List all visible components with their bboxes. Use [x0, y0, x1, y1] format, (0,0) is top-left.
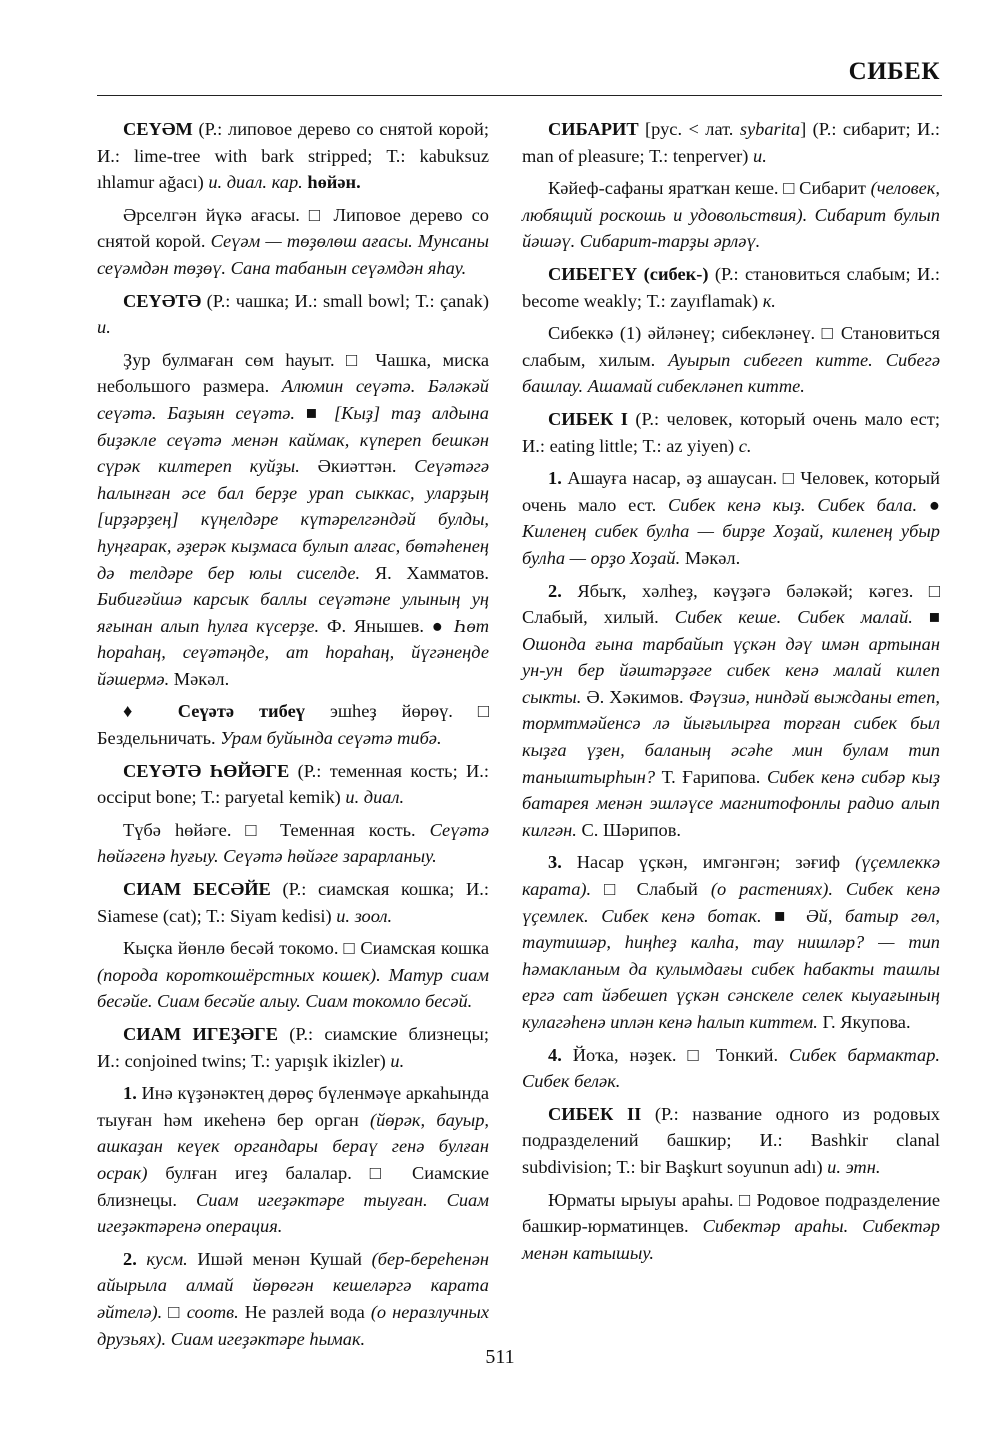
running-head: СИБЕК [848, 58, 940, 85]
sense-4 [522, 1042, 940, 1095]
entry-siam-besaye [97, 876, 489, 929]
source: Т. Ғарипова. [655, 766, 767, 787]
gloss: (Р.: липовое дерево со снятой корой; И.: lime-tree with bark stripped; Т.: kabuksuz ıhlamur ağacı) [97, 119, 489, 193]
entry-sibegeu [522, 261, 940, 314]
gloss: (Р.: теменная кость; И.: occiput bone; Т.: paryetal kemik) [97, 760, 489, 808]
headword: СЕҮӘТӘ [123, 290, 202, 311]
sense-number: 1. [548, 468, 562, 489]
note: (бер-береһенән айырыла алмай йөрөгән кешеләргә карата әйтелә). [97, 1248, 489, 1322]
definition [97, 935, 489, 1015]
definition [522, 1187, 940, 1267]
examples: (порода короткошёрстных кошек). Матур сиам бесәйе. Сиам бесәйе алыу. Сиам токомло бесәй. [97, 964, 489, 1012]
sense-number: 2. [123, 1248, 137, 1269]
examples: Сибек кенә кыҙ. Сибек бала. ● Киленең сибек булһа — бирҙе Хоҙай, киленең убыр булһа — орҙо Хоҙай. [522, 494, 940, 568]
sense-number: 4. [548, 1044, 562, 1065]
sense-2 [522, 578, 940, 844]
left-column [97, 116, 489, 1358]
headword: СИБЕК I [548, 408, 628, 429]
note: (йөрәк, бауыр, ашкаҙан кеүек органдары бераү генә булған осрак) [97, 1109, 489, 1183]
quote: Фәүзиә, ниндәй выжданы етеп, тормтмәйенсә лә йығылырға торған сибек был кыҙға үҙен, баланың әсәһе мин булам тип таныштырһын? [522, 686, 940, 787]
examples: Сибек бармактар. Сибек беләк. [522, 1044, 940, 1092]
headword: СИБЕК II [548, 1103, 642, 1124]
examples: Урам буйында сеүәтә тибә. [220, 728, 442, 749]
grammar-label: и. диал. кар. [208, 172, 303, 193]
examples: Сибектәр араһы. Сибектәр менән катышыу. [522, 1216, 940, 1263]
gloss: ] (Р.: сибарит; И.: man of pleasure; Т.: tenperver) [522, 119, 940, 166]
grammar-label: к. [762, 290, 776, 311]
definition-text: Насар үҫкән, имгәнгән; зәғиф [561, 852, 856, 873]
source: Ә. Хәкимов. [581, 686, 689, 707]
gloss: (Р.: человек, который очень мало ест; И.: eating little; Т.: az yiyen) [522, 408, 940, 456]
separator: □ [162, 1301, 187, 1322]
sense-number: 3. [548, 852, 562, 873]
sense-2 [97, 1246, 489, 1352]
headword: СЕҮӘМ [123, 119, 193, 139]
definition-text: Ишәй менән Кушай [187, 1248, 372, 1269]
definition-text: Инә күҙәнәктең дөрөҫ бүленмәүе аркаһында тыуған һәм икеһенә бер орган [97, 1083, 489, 1130]
definition [97, 347, 489, 693]
headword: СИАМ БЕСӘЙЕ [123, 879, 271, 900]
etymon: sybarita [739, 119, 801, 139]
source: Мәкәл. [680, 547, 741, 568]
entry-sibek-1 [522, 406, 940, 459]
definition-text: эшһеҙ йөрөү. □ Бездельничать. [97, 701, 489, 749]
headword: СЕҮӘТӘ ҺӨЙӘГЕ [123, 760, 290, 781]
definition-text: Ашауға насар, әҙ ашаусан. □ Человек, который очень мало ест. [522, 468, 940, 515]
grammar-label: и. [753, 145, 767, 166]
source: С. Шәрипов. [576, 819, 682, 840]
gloss: (Р.: сиамские близнецы; И.: conjoined twins; Т.: yapışık ikizler) [97, 1024, 489, 1071]
definition [522, 320, 940, 400]
header-rule [97, 95, 942, 96]
definition [522, 175, 940, 255]
source: Я. Хамматов. [360, 562, 489, 583]
etymology: [рус. < лат. [638, 119, 740, 139]
examples: (о неразлучных друзьях). Сиам игеҙәктәре һымак. [97, 1301, 489, 1349]
examples: Сеүәм — төҙөлөш ағасы. Мунсаны сеүәмдән төҙөү. Сана табанын сеүәмдән яһау. [97, 231, 489, 278]
examples: Сибек кеше. Сибек малай. ■ Ошонда ғына тарбайып үҫкән дәү имән артынан ун-ун бер йәштәрҙәге сибек кенә малай килеп сыкты. [522, 607, 940, 707]
definition-text: Ябыҡ, хәлһеҙ, кәүҙәгә бәләкәй; кәгез. □ Слабый, хилый. [522, 580, 940, 628]
examples: Алюмин сеүәтә. Бәләкәй сеүәтә. Баҙыян сеүәтә. ■ [Кыҙ] таҙ алдына биҙәкле сеүәтә менән каймак, күпереп бешкән сүрәк килтереп куйҙы. [97, 376, 489, 477]
note: (үҫемлеккә карата). [522, 852, 940, 900]
sense-number: 1. [123, 1083, 137, 1104]
definition [97, 202, 489, 282]
quote: Сибек кенә сибәр кыҙ батарея менән эшләүсе магнитофонлы радио алып килгән. [522, 766, 940, 840]
definition-text: □ Слабый [591, 879, 711, 900]
grammar-label: и. [390, 1050, 405, 1071]
entry-sibarit [522, 116, 940, 169]
examples: Сиам игеҙәктәре тыуған. Сиам игеҙәктәренә операция. [97, 1189, 489, 1237]
cross-ref: һөйән. [302, 172, 361, 193]
gloss: (Р.: чашка; И.: small bowl; Т.: çanak) [201, 290, 489, 311]
entry-seuete [97, 288, 489, 341]
gloss: (Р.: становиться слабым; И.: become weakly; Т.: zayıflamak) [522, 263, 940, 311]
sense-3 [522, 849, 940, 1035]
gloss: (Р.: сиамская кошка; И.: Siamese (cat); Т.: Siyam kedisi) [97, 879, 490, 926]
grammar-label: и. диал. [345, 787, 405, 808]
idiom [97, 698, 489, 751]
grammar-label: и. этн. [827, 1156, 881, 1177]
definition-text: Йоҡа, нәҙек. □ Тонкий. [561, 1044, 790, 1065]
source: Ф. Янышев. ● [319, 615, 454, 636]
page-number: 511 [485, 1346, 515, 1368]
definition-text: Юрматы ырыуы араһы. □ Родовое подразделение башкир-юрматинцев. [522, 1189, 940, 1237]
source: Мәкәл. [169, 668, 230, 689]
sense-1 [97, 1080, 489, 1240]
grammar-label: и. [97, 317, 111, 338]
idiom-headword: ♦ Сеүәтә тибеү [123, 701, 305, 722]
definition-text: Не разлей вода [238, 1301, 371, 1322]
quote: Сеүәтәгә һалынған әсе бал берҙе урап сыккас, уларҙың [ирҙәрҙең] күңелдәре күтәрелгәндәй булды, һуңғарак, әҙерәк кыҙмаса булып алғас, бөтәһенең дә телдәре бер юлы сиселде. [97, 456, 489, 583]
headword: СИБЕГЕҮ (сибек-) [548, 263, 709, 284]
examples: Ауырып сибегеп китте. Сибегә башлау. Ашамай сибекләнеп китте. [522, 349, 940, 397]
definition-text: Сибеккә (1) әйләнеү; сибекләнеү. □ Становиться слабым, хилым. [522, 323, 940, 370]
examples: (о растениях). Сибек кенә үҫемлек. Сибек кенә ботак. ■ Әй, батыр гөл, таутишәр, һиңһеҙ калһа, тау нишләр? — тип һәмакланым да кулымдағы сибек һабакты ташлы ергә сат йәбешеп үҫкән сәнскеле селек кыуағының кулагәһенә иплән кенә һалып киттем. [522, 879, 940, 1032]
entry-siam-igezage [97, 1021, 489, 1074]
examples: (человек, любящий роскошь и удовольствия). Сибарит булып йәшәү. Сибарит-тарҙы әрләү. [522, 178, 940, 252]
definition [97, 817, 489, 870]
headword: СИБАРИТ [548, 119, 639, 139]
grammar-label: и. зоол. [336, 905, 393, 926]
entry-seuete-hoyage [97, 758, 489, 811]
headword: СИАМ ИГЕҘӘГЕ [123, 1024, 279, 1044]
definition-text: Кәйеф-сафаны яратҡан кеше. □ Сибарит [548, 178, 871, 199]
definition-text: булған игеҙ балалар. □ Сиамские близнецы. [97, 1162, 489, 1210]
quote: Бибиғәйшә карсык баллы сеүәтәне улының уң яғынан алып һулға күсерҙе. [97, 589, 489, 636]
examples: Сеүәтә һөйәгенә һуғыу. Сеүәтә һөйәге зарарланыу. [97, 819, 489, 867]
grammar-label: соотв. [186, 1301, 239, 1322]
grammar-label: с. [738, 435, 752, 456]
sense-1 [522, 465, 940, 571]
definition-text: Әрселгән йүкә ағасы. □ Липовое дерево со снятой корой. [97, 204, 489, 252]
proverb: Һөт һораһаң, сеүәтәңде, ат һораһаң, йүгәнеңде йәшермә. [97, 615, 489, 689]
source: Г. Якупова. [817, 1012, 911, 1032]
right-column [522, 116, 940, 1272]
sense-number: 2. [548, 580, 562, 601]
definition-text: Кыҫка йөнлө бесәй токомо. □ Сиамская кошка [123, 938, 489, 959]
definition-text: Ҙур булмаған сөм һауыт. □ Чашка, миска небольшого размера. [97, 349, 489, 397]
source: Әкиәттән. [299, 456, 415, 477]
gloss: (Р.: название одного из родовых подразделений башкир; И.: Bashkir clanal subdivision; Т.: bir Başkurt soyunun adı) [522, 1103, 941, 1177]
entry-sibek-2 [522, 1101, 940, 1181]
entry-seuem [97, 116, 489, 196]
grammar-label: кусм. [136, 1248, 188, 1269]
definition-text: Түбә һөйәге. □ Теменная кость. [123, 819, 430, 840]
